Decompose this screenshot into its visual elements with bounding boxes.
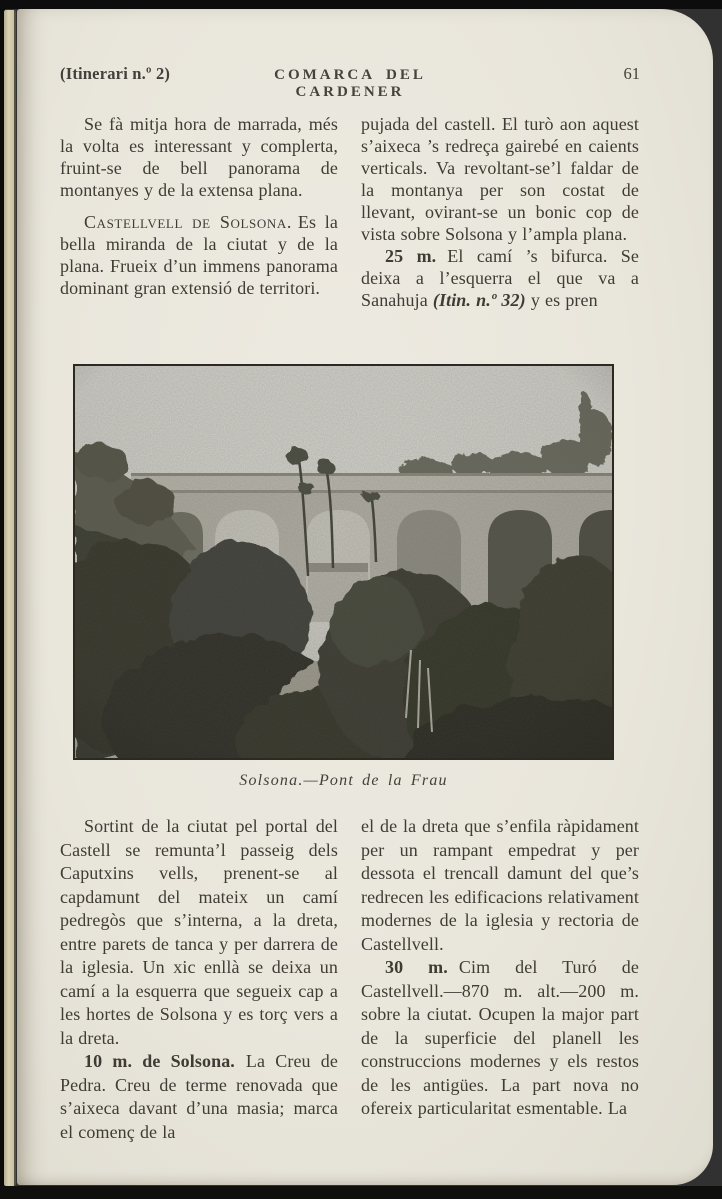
photo-figure (73, 364, 614, 790)
scan-top-bar (0, 0, 722, 9)
paragraph (361, 956, 639, 1121)
page-header (60, 64, 640, 101)
itinerary-label: (Itinerari n.º 2) (60, 64, 171, 83)
paragraph: pujada del castell. El turò aon aquest s’aixeca ’s redreça gairebé en caients verticals. Va revoltant-se’l faldar de la montanya per son costat de llevant, ovirant-se un bonic cop de vista sobre Solsona y l’ampla plana. (361, 114, 639, 244)
time-marker: 25 m. (385, 246, 437, 266)
paragraph: Sortint de la ciutat pel portal del Castell se remunta’l passeig dels Caputxins vells, prenent-se al capdamunt del mateix un camí pedregòs que s’interna, a la dreta, entre parets de tanca y per darrera de la iglesia. Un xic enllà se deixa un camí a la esquerra que segueix cap a les hortes de Solsona y es torç vers a la dreta. (60, 816, 338, 1048)
paragraph-text: Cim del Turó de Castellvell.—870 m. alt.—200 m. sobre la ciutat. Ocupen la major part de la superficie del planell les construccions modernes y els restos de les antigües. La part nova no ofereix particularitat esmentable. La (361, 957, 639, 1118)
paragraph (60, 211, 338, 299)
photo-vignette (75, 366, 612, 758)
column-right-bottom (361, 815, 639, 1144)
paragraph (60, 1050, 338, 1144)
adjacent-page-edge (4, 10, 16, 1186)
column-right-top (361, 113, 639, 311)
paragraph-text: Es la bella miranda de la ciutat y de la plana. Frueix d’un immens panorama dominant gran extensió de territori. (60, 212, 338, 298)
running-title: COMARCA DEL CARDENER (274, 67, 426, 100)
photo-caption: Solsona.—Pont de la Frau (239, 772, 448, 789)
time-marker: 30 m. (385, 957, 448, 977)
paragraph-text: y es pren (525, 290, 598, 310)
paragraph-text: La Creu de Pedra. Creu de terme renovada que s’aixeca davant d’una masia; marca el començ de la (60, 1051, 338, 1142)
paragraph-text: El camí ’s bifurca. Se deixa a l’esquerra el que va a Sanahuja (361, 246, 639, 310)
page-number: 61 (623, 64, 640, 83)
time-marker: 10 m. de Solsona. (84, 1051, 235, 1071)
section-lead-smallcaps: Castellvell de Solsona. (84, 212, 292, 232)
paragraph: el de la dreta que s’enfila ràpidament per un rampant empedrat y per dessota el trencall damunt del que’s redrecen les edificacions relativament modernes de la iglesia y rectoria de Castellvell. (361, 816, 639, 954)
viaduct-photo (73, 364, 614, 760)
text-columns-top (60, 113, 640, 311)
column-left-top (60, 113, 338, 311)
scan-bottom-bar (0, 1186, 722, 1199)
itinerary-reference: (Itin. n.º 32) (432, 290, 526, 310)
paragraph: Se fà mitja hora de marrada, més la volta es interessant y complerta, fruint-se de bell panorama de montanyes y de la extensa plana. (60, 114, 338, 200)
text-columns-bottom (60, 815, 640, 1144)
paragraph (361, 245, 639, 311)
book-page (17, 9, 713, 1185)
column-left-bottom (60, 815, 338, 1144)
